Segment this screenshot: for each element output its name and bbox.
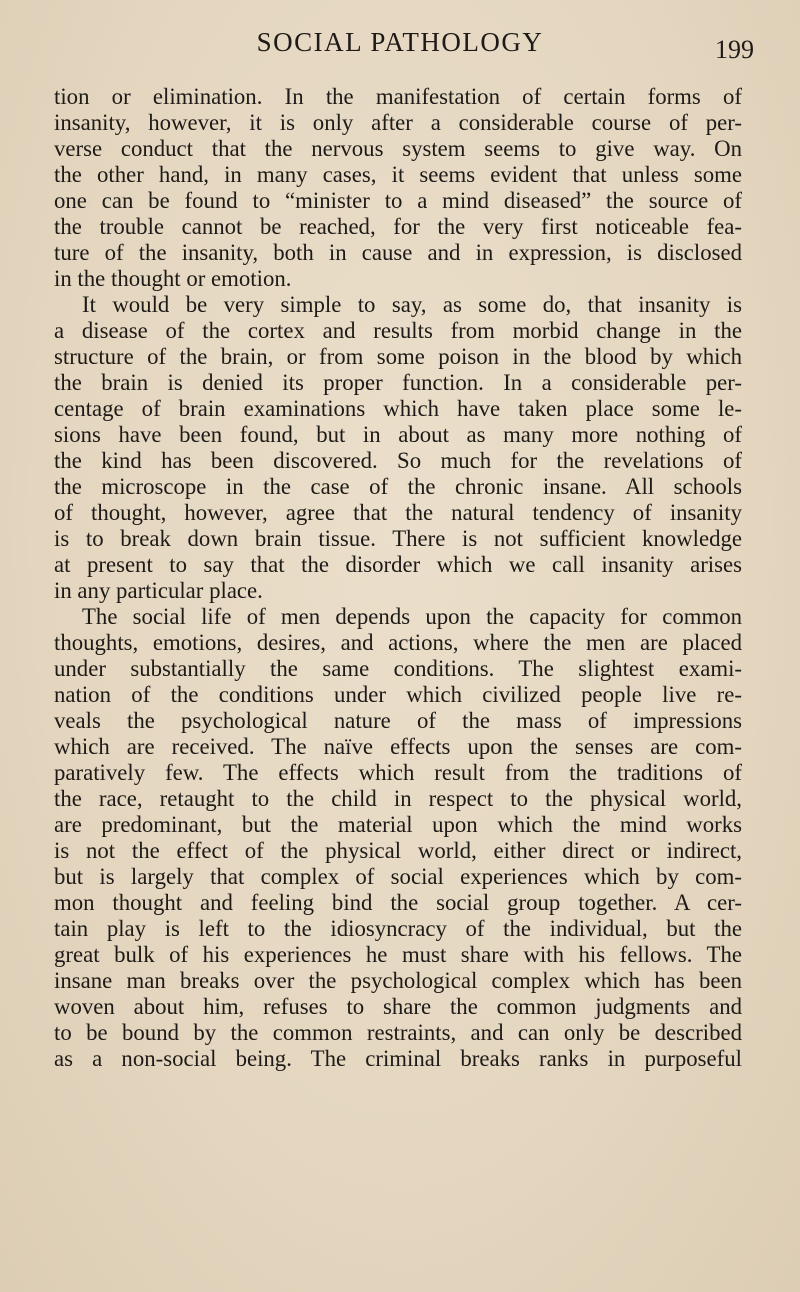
text-line: in any particular place. <box>54 578 263 603</box>
text-line: the race, retaught to the child in respect to the physical world, <box>54 786 742 811</box>
text-line: structure of the brain, or from some poison in the blood by which <box>54 344 742 369</box>
text-line: thoughts, emotions, desires, and actions, where the men are placed <box>54 630 742 655</box>
text-line: veals the psychological nature of the mass of impressions <box>54 708 742 733</box>
text-line: mon thought and feeling bind the social group together. A cer- <box>54 890 742 915</box>
text-line: are predominant, but the material upon which the mind works <box>54 812 742 837</box>
text-line: great bulk of his experiences he must share with his fellows. The <box>54 942 742 967</box>
text-line: insane man breaks over the psychological complex which has been <box>54 968 742 993</box>
page-number: 199 <box>715 35 754 64</box>
text-line: one can be found to “minister to a mind diseased” the source of <box>54 188 742 213</box>
text-line: which are received. The naïve effects upon the senses are com- <box>54 734 742 759</box>
text-line: to be bound by the common restraints, and can only be described <box>54 1020 742 1045</box>
text-line: tion or elimination. In the manifestation of certain forms of <box>54 84 742 109</box>
text-line: insanity, however, it is only after a considerable course of per- <box>54 110 742 135</box>
header-title: SOCIAL PATHOLOGY <box>256 27 544 57</box>
text-line: in the thought or emotion. <box>54 266 292 291</box>
text-line: verse conduct that the nervous system seems to give way. On <box>54 136 742 161</box>
text-line: the microscope in the case of the chronic insane. All schools <box>54 474 742 499</box>
text-line: ture of the insanity, both in cause and in expression, is disclosed <box>54 240 742 265</box>
text-line: the kind has been discovered. So much for the revelations of <box>54 448 742 473</box>
text-line: as a non-social being. The criminal breaks ranks in purposeful <box>54 1046 742 1071</box>
text-line: paratively few. The effects which result from the traditions of <box>54 760 742 785</box>
paragraph <box>54 292 742 604</box>
text-line: at present to say that the disorder which we call insanity arises <box>54 552 742 577</box>
text-line: is to break down brain tissue. There is not sufficient knowledge <box>54 526 742 551</box>
text-line: but is largely that complex of social experiences which by com- <box>54 864 742 889</box>
text-line: of thought, however, agree that the natural tendency of insanity <box>54 500 742 525</box>
text-line: is not the effect of the physical world, either direct or indirect, <box>54 838 742 863</box>
paragraph <box>54 604 742 1072</box>
text-line: centage of brain examinations which have taken place some le- <box>54 396 742 421</box>
text-line: nation of the conditions under which civilized people live re- <box>54 682 742 707</box>
paragraph <box>54 84 742 292</box>
text-line: a disease of the cortex and results from morbid change in the <box>54 318 742 343</box>
text-line: The social life of men depends upon the capacity for common <box>82 604 742 629</box>
text-line: the trouble cannot be reached, for the very first noticeable fea- <box>54 214 742 239</box>
text-line: under substantially the same conditions. The slightest exami- <box>54 656 742 681</box>
body-text <box>54 84 742 1072</box>
text-line: tain play is left to the idiosyncracy of the individual, but the <box>54 916 742 941</box>
running-head <box>54 20 754 64</box>
text-line: the brain is denied its proper function. In a considerable per- <box>54 370 742 395</box>
text-line: It would be very simple to say, as some do, that insanity is <box>82 292 742 317</box>
text-line: the other hand, in many cases, it seems evident that unless some <box>54 162 742 187</box>
text-line: sions have been found, but in about as many more nothing of <box>54 422 742 447</box>
text-line: woven about him, refuses to share the common judgments and <box>54 994 742 1019</box>
